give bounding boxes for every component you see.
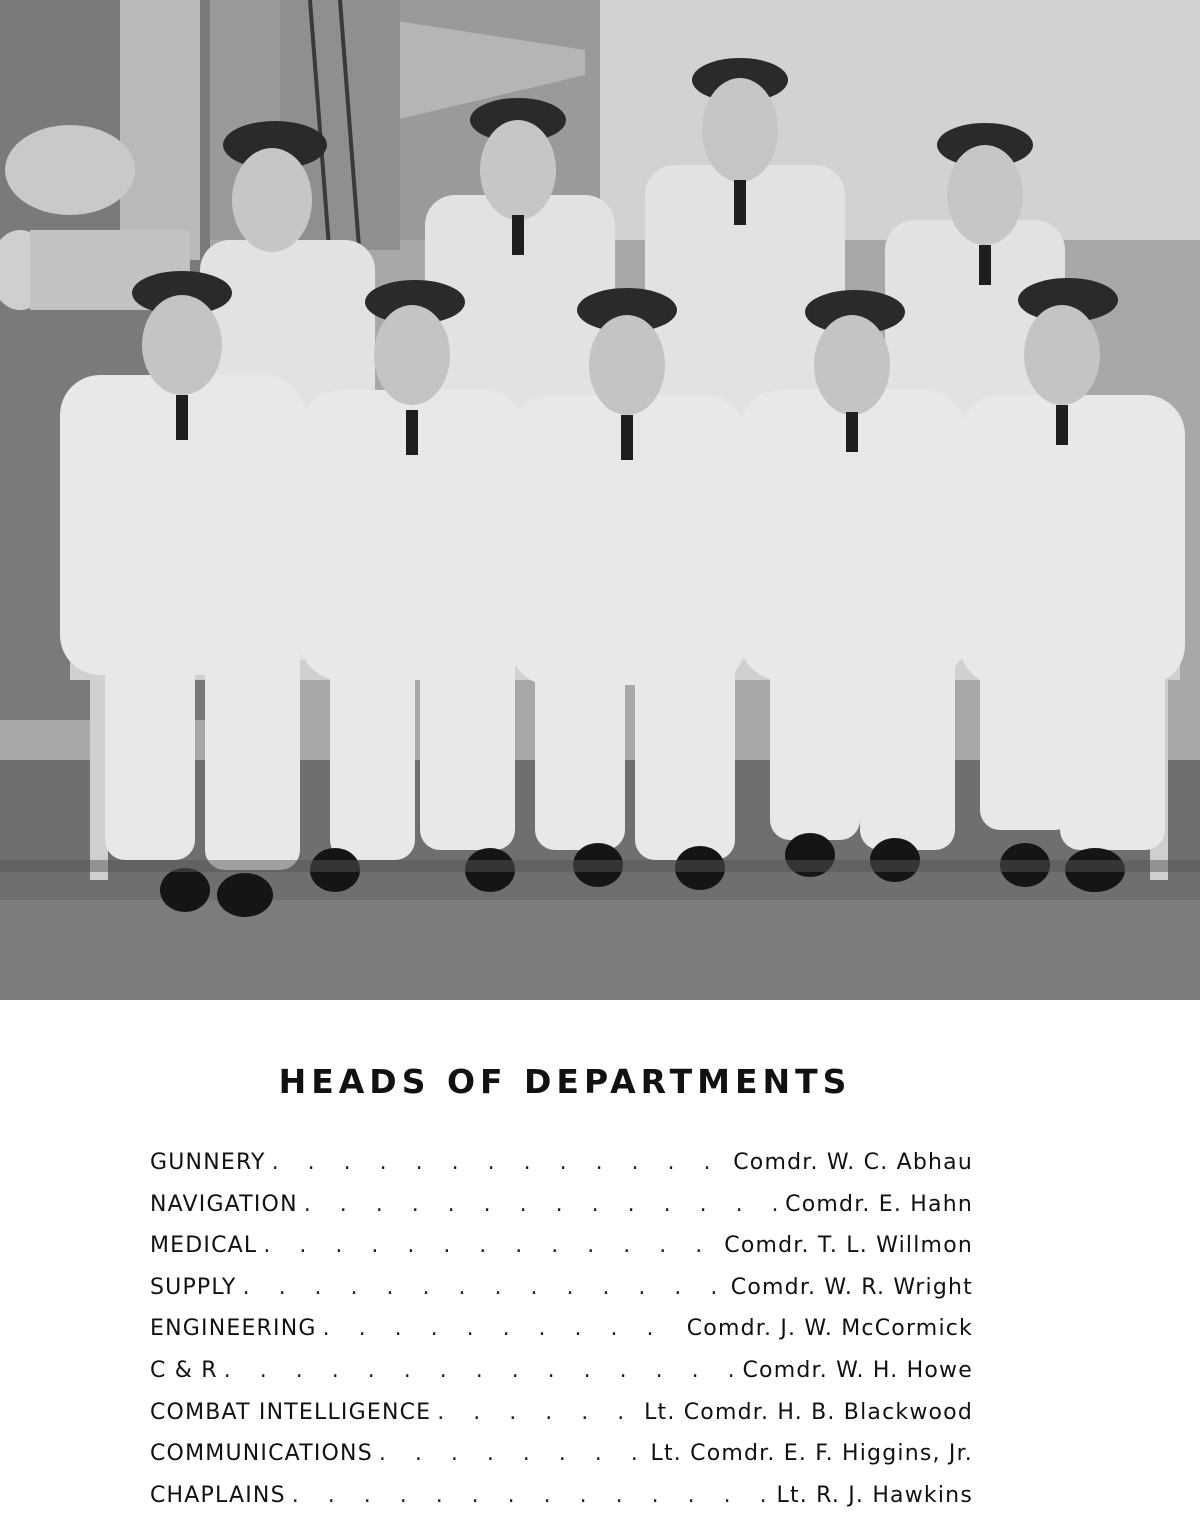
department-name: NAVIGATION — [150, 1191, 298, 1217]
department-name: MEDICAL — [150, 1233, 258, 1259]
list-item — [150, 1358, 973, 1400]
department-name: COMMUNICATIONS — [150, 1441, 373, 1467]
list-item — [150, 1441, 973, 1483]
list-item — [150, 1150, 973, 1192]
dot-leader — [323, 1316, 681, 1341]
officer-name: Comdr. W. R. Wright — [730, 1274, 973, 1300]
officer-name: Lt. Comdr. H. B. Blackwood — [644, 1399, 973, 1425]
list-item — [150, 1275, 973, 1317]
officer-name: Comdr. J. W. McCormick — [686, 1316, 973, 1342]
dot-leader — [292, 1483, 771, 1508]
dot-leader — [272, 1150, 728, 1175]
dot-leader — [304, 1192, 779, 1217]
dot-leader — [437, 1400, 638, 1425]
department-name: CHAPLAINS — [150, 1482, 286, 1508]
dot-leader — [224, 1358, 737, 1383]
list-item — [150, 1192, 973, 1234]
officer-name: Comdr. W. C. Abhau — [733, 1150, 973, 1175]
department-name: GUNNERY — [150, 1150, 266, 1175]
officer-name: Comdr. E. Hahn — [785, 1191, 973, 1217]
officer-name: Lt. R. J. Hawkins — [776, 1482, 973, 1508]
officer-name: Lt. Comdr. E. F. Higgins, Jr. — [650, 1441, 973, 1467]
department-name: C & R — [150, 1357, 218, 1383]
dot-leader — [243, 1275, 725, 1300]
dot-leader — [263, 1233, 718, 1258]
list-item — [150, 1400, 973, 1442]
officer-name: Comdr. T. L. Willmon — [724, 1233, 973, 1259]
page-title: HEADS OF DEPARTMENTS — [278, 1062, 852, 1101]
list-item — [150, 1233, 973, 1275]
departments-list — [150, 1150, 973, 1524]
list-item — [150, 1316, 973, 1358]
department-name: COMBAT INTELLIGENCE — [150, 1399, 432, 1425]
officer-name: Comdr. W. H. Howe — [742, 1357, 973, 1383]
list-item — [150, 1483, 973, 1524]
department-name: ENGINEERING — [150, 1316, 317, 1342]
department-name: SUPPLY — [150, 1274, 237, 1300]
dot-leader — [379, 1441, 645, 1466]
